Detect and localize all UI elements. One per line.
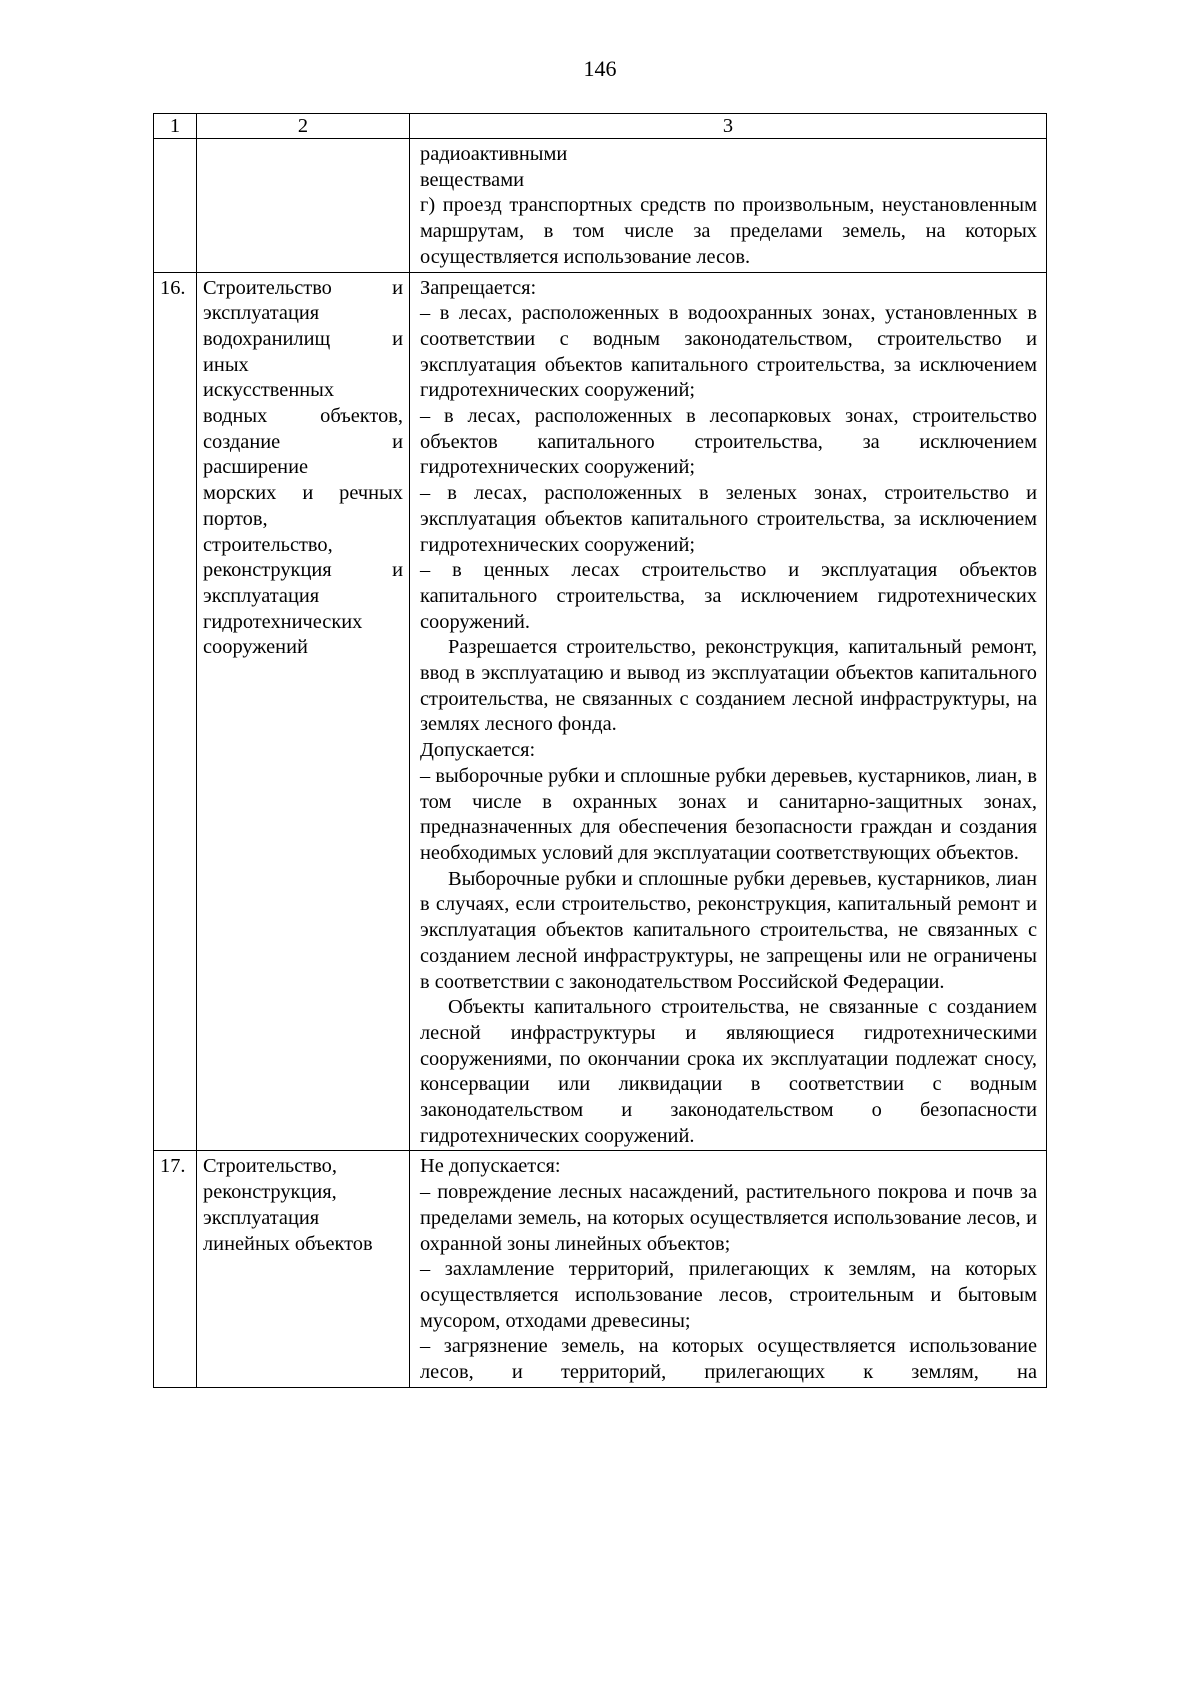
activity-name-cell (197, 272, 410, 1151)
table-row (154, 139, 1047, 273)
row-number: 16. (154, 272, 197, 1151)
activity-name-line: расширение (203, 456, 309, 479)
requirement-paragraph: Объекты капитального строительства, не связанные с созданием лесной инфраструктуры и являющиеся гидротехническими сооружениями, по окончании срока их эксплуатации подлежат сносу, консервации или ликвидации в соответствии с водным законодательством и законодательством о безопасности гидротехнических сооружений. (420, 996, 1037, 1147)
activity-name-line: Строительство и (203, 276, 403, 299)
activity-name-line: эксплуатация (203, 1206, 320, 1229)
requirement-paragraph: – повреждение лесных насаждений, растительного покрова и почв за пределами земель, на которых осуществляется использование лесов, и охранной зоны линейных объектов; (420, 1181, 1037, 1255)
activity-name-line: искусственных (203, 379, 335, 402)
requirement-paragraph: Разрешается строительство, реконструкция, капитальный ремонт, ввод в эксплуатацию и вывод из эксплуатации объектов капитального строительства, не связанных с созданием лесной инфраструктуры, на землях лесного фонда. (420, 636, 1037, 736)
activity-name-cell (197, 139, 410, 273)
requirement-paragraph: – в лесах, расположенных в зеленых зонах, строительство и эксплуатация объектов капитального строительства, за исключением гидротехнических сооружений; (420, 482, 1037, 556)
regulation-table (153, 113, 1047, 1388)
requirement-paragraph: – в лесах, расположенных в водоохранных зонах, установленных в соответствии с водным законодательством, строительство и эксплуатация объектов капитального строительства, за исключением гидротехнических сооружений; (420, 302, 1037, 402)
row-number: 17. (154, 1151, 197, 1387)
requirement-paragraph: г) проезд транспортных средств по произвольным, неустановленным маршрутам, в том числе за пределами земель, на которых осуществляется использование лесов. (420, 194, 1037, 268)
activity-name-line: реконструкция и (203, 559, 403, 582)
requirement-paragraph: Выборочные рубки и сплошные рубки деревьев, кустарников, лиан в случаях, если строительство, реконструкция, капитальный ремонт и эксплуатация объектов капитального строительства, не связанных с созданием лесной инфраструктуры, не запрещены или не ограничены в соответствии с законодательством Российской Федерации. (420, 867, 1037, 993)
requirement-paragraph: Не допускается: (420, 1155, 561, 1178)
activity-name-line: реконструкция, (203, 1181, 337, 1204)
requirement-paragraph: Запрещается: (420, 276, 537, 299)
requirements-cell (410, 1151, 1047, 1387)
requirement-paragraph: – загрязнение земель, на которых осуществляется использование лесов, и территорий, прилегающих к землям, на (420, 1335, 1037, 1384)
column-header-requirements: 3 (410, 114, 1047, 139)
requirement-paragraph: – захламление территорий, прилегающих к землям, на которых осуществляется использование лесов, строительным и бытовым мусором, отходами древесины; (420, 1258, 1037, 1332)
page-number: 146 (583, 56, 617, 81)
requirement-paragraph: – в ценных лесах строительство и эксплуатация объектов капитального строительства, за исключением гидротехнических сооружений. (420, 559, 1037, 633)
requirement-paragraph: – в лесах, расположенных в лесопарковых зонах, строительство объектов капитального строительства, за исключением гидротехнических сооружений; (420, 405, 1037, 479)
requirement-paragraph: Допускается: (420, 739, 536, 762)
column-header-number: 1 (154, 114, 197, 139)
activity-name-line: иных (203, 353, 249, 376)
activity-name-line: линейных объектов (203, 1232, 373, 1255)
activity-name-cell (197, 1151, 410, 1387)
table-row (154, 272, 1047, 1151)
table-header-row (154, 114, 1047, 139)
activity-name-line: морских и речных (203, 482, 403, 505)
requirement-paragraph: – выборочные рубки и сплошные рубки деревьев, кустарников, лиан, в том числе в охранных зонах и санитарно-защитных зонах, предназначенных для обеспечения безопасности граждан и создания необходимых условий для эксплуатации соответствующих объектов. (420, 764, 1037, 864)
requirements-cell (410, 139, 1047, 273)
activity-name-line: водных объектов, (203, 405, 403, 428)
row-number (154, 139, 197, 273)
activity-name-line: строительство, (203, 533, 333, 556)
column-header-activity: 2 (197, 114, 410, 139)
activity-name-line: Строительство, (203, 1155, 337, 1178)
requirement-paragraph: радиоактивными (420, 143, 568, 165)
activity-name-line: портов, (203, 507, 268, 530)
activity-name-line: создание и (203, 430, 403, 453)
activity-name-line: сооружений (203, 636, 308, 659)
activity-name-line: гидротехнических (203, 610, 363, 633)
activity-name-line: водохранилищ и (203, 327, 403, 350)
activity-name-line: эксплуатация (203, 302, 320, 325)
activity-name-line: эксплуатация (203, 584, 320, 607)
requirement-paragraph: веществами (420, 168, 525, 191)
table-row (154, 1151, 1047, 1387)
requirements-cell (410, 272, 1047, 1151)
